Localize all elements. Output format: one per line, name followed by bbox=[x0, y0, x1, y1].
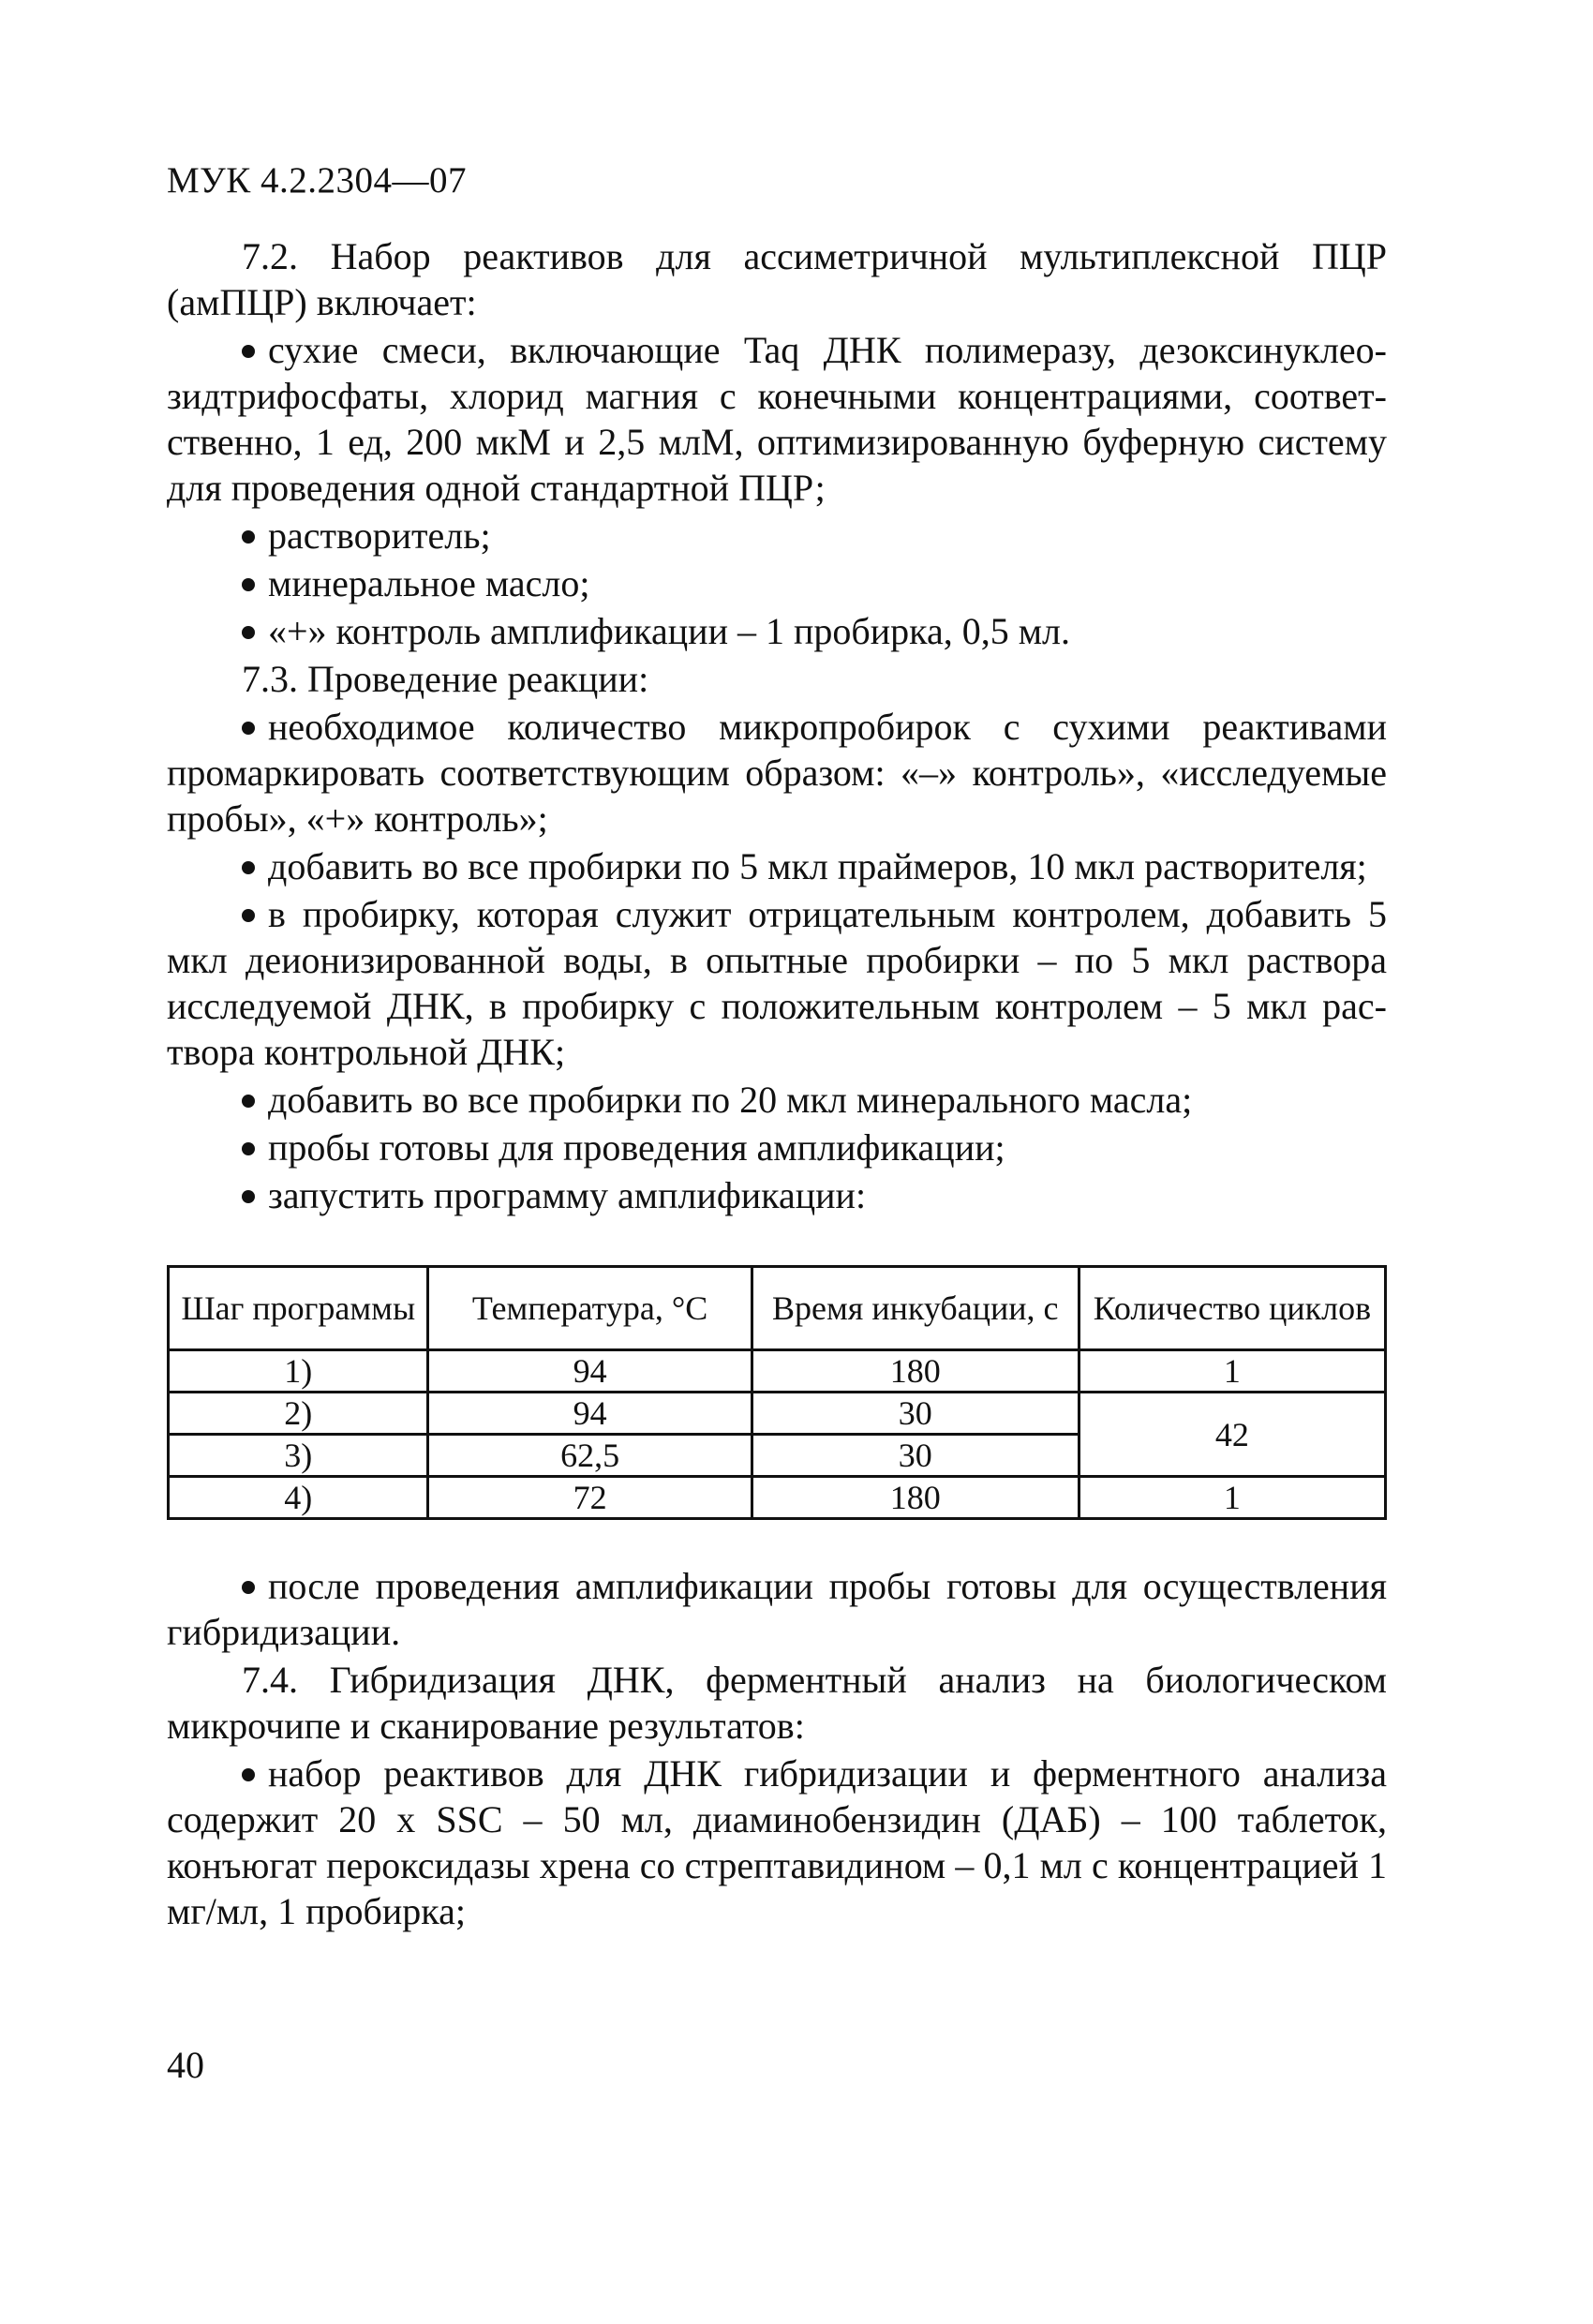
section-7-4-intro: 7.4. Гибридизация ДНК, ферментный анализ на биологическом микрочипе и сканирование результатов: bbox=[167, 1659, 1387, 1747]
bullet-icon bbox=[242, 861, 255, 874]
bullet-icon bbox=[242, 1095, 255, 1108]
table-row bbox=[169, 1393, 1386, 1435]
table-header-cell: Температура, °С bbox=[428, 1267, 752, 1350]
bullet-icon bbox=[242, 578, 255, 591]
document-code: МУК 4.2.2304—07 bbox=[167, 160, 468, 201]
bullet-icon bbox=[242, 1581, 255, 1594]
table-cell-merged: 42 bbox=[1079, 1393, 1385, 1477]
list-item: после проведения амплификации пробы готовы для осуществления гибридизации. bbox=[167, 1565, 1387, 1653]
table-cell: 1 bbox=[1079, 1477, 1385, 1519]
section-7-2-intro: 7.2. Набор реактивов для ассиметричной мультиплексной ПЦР (амПЦР) включает: bbox=[167, 235, 1387, 323]
table-cell: 180 bbox=[752, 1477, 1079, 1519]
table-cell: 30 bbox=[752, 1435, 1079, 1477]
bullet-icon bbox=[242, 345, 255, 358]
list-item: в пробирку, которая служит отрицательным контролем, добавить 5 мкл деионизированной воды, в опытные пробирки – по 5 мкл раствора исследуемой ДНК, в пробирку с положительным контролем – 5 мкл раствора контрольной ДНК; bbox=[167, 893, 1387, 1073]
table-cell: 2) bbox=[169, 1393, 428, 1435]
table-row bbox=[169, 1350, 1386, 1393]
list-item: запустить программу амплификации: bbox=[167, 1172, 1387, 1218]
list-item: «+» контроль амплификации – 1 пробирка, 0,5 мл. bbox=[167, 608, 1387, 654]
list-item: минеральное масло; bbox=[167, 560, 1387, 606]
list-item: добавить во все пробирки по 20 мкл минерального масла; bbox=[167, 1077, 1387, 1123]
list-item: растворитель; bbox=[167, 513, 1387, 559]
bullet-icon bbox=[242, 722, 255, 735]
page-number: 40 bbox=[167, 2044, 204, 2086]
list-item: пробы готовы для проведения амплификации; bbox=[167, 1125, 1387, 1170]
bullet-icon bbox=[242, 530, 255, 544]
bullet-icon bbox=[242, 626, 255, 639]
bullet-icon bbox=[242, 1142, 255, 1155]
table-header-cell: Время инкубации, с bbox=[752, 1267, 1079, 1350]
table-header-cell: Количество циклов bbox=[1079, 1267, 1385, 1350]
bullet-icon bbox=[242, 1768, 255, 1781]
section-7-3-intro: 7.3. Проведение реакции: bbox=[242, 658, 649, 700]
amplification-program-table bbox=[167, 1265, 1387, 1520]
table-cell: 94 bbox=[428, 1393, 752, 1435]
table-cell: 30 bbox=[752, 1393, 1079, 1435]
list-item: добавить во все пробирки по 5 мкл праймеров, 10 мкл растворителя; bbox=[167, 843, 1387, 889]
list-item: набор реактивов для ДНК гибридизации и ферментного анализа содержит 20 х SSC – 50 мл, диаминобензидин (ДАБ) – 100 таблеток, конъюгат пероксидазы хрена со стрептавидином – 0,1 мл с концентрацией 1 мг/мл, 1 пробирка; bbox=[167, 1752, 1387, 1932]
table-cell: 62,5 bbox=[428, 1435, 752, 1477]
table-cell: 180 bbox=[752, 1350, 1079, 1393]
list-item: сухие смеси, включающие Taq ДНК полимеразу, дезоксинуклеозидтрифосфаты, хлорид магния с конечными концентрациями, соответственно, 1 ед, 200 мкМ и 2,5 млМ, оптимизированную буферную систему для проведения одной стандартной ПЦР; bbox=[167, 329, 1387, 509]
table-header-row bbox=[169, 1267, 1386, 1350]
table-cell: 4) bbox=[169, 1477, 428, 1519]
bullet-icon bbox=[242, 909, 255, 922]
list-item: необходимое количество микропробирок с сухими реактивами промаркировать соответствующим образом: «–» контроль», «исследуемые пробы», «+» контроль»; bbox=[167, 706, 1387, 840]
bullet-icon bbox=[242, 1190, 255, 1203]
table-row bbox=[169, 1477, 1386, 1519]
table-cell: 72 bbox=[428, 1477, 752, 1519]
table-cell: 3) bbox=[169, 1435, 428, 1477]
document-page bbox=[167, 159, 1387, 1936]
table-header-cell: Шаг программы bbox=[169, 1267, 428, 1350]
table-cell: 94 bbox=[428, 1350, 752, 1393]
table-cell: 1 bbox=[1079, 1350, 1385, 1393]
table-cell: 1) bbox=[169, 1350, 428, 1393]
